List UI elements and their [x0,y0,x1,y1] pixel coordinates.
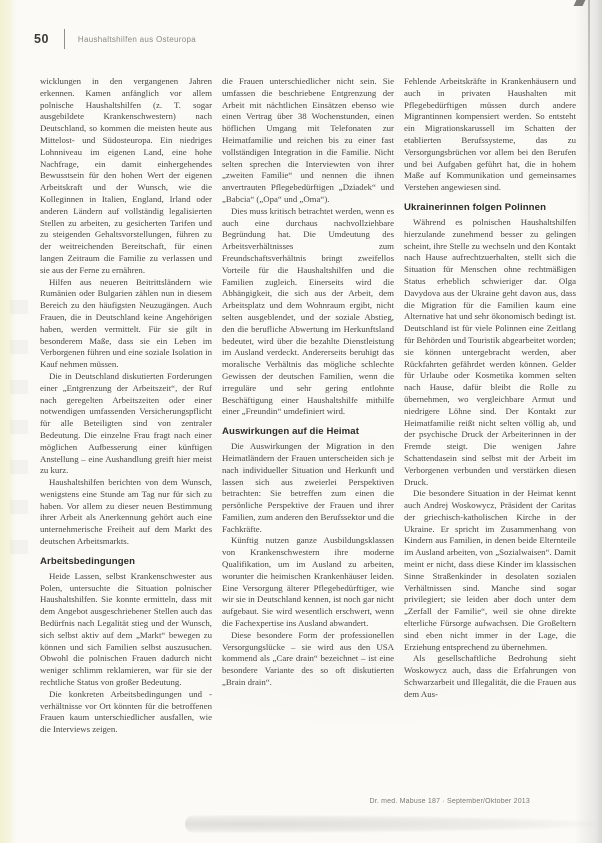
body-paragraph: Die in Deutschland diskutierten Forderungen einer „Entgrenzung der Arbeitszeit“, der Ruf nach geregelten Arbeitszeiten oder einer notwendigen umfassenden Versicherungspflicht für alle Beteiligten sind von zentraler Bedeutung. Die einzelne Frau fragt nach einer möglichen Aufbesserung einer künftigen Anstellung – eine Aushandlung greift hier meist zu kurz. [40,370,212,476]
scan-corner-mark [574,0,586,6]
footer-credit: Dr. med. Mabuse 187 · September/Oktober 2013 [369,798,530,805]
running-title: Haushaltshilfen aus Osteuropa [77,34,197,44]
scan-bottom-shadow [185,815,595,833]
body-paragraph: Die konkreten Arbeitsbedingungen und -verhältnisse vor Ort könnten für die betroffenen Frauen kaum unterschiedlicher ausfallen, wie die Interviews zeigen. [40,688,212,735]
body-paragraph: Während es polnischen Haushaltshilfen hierzulande zunehmend besser zu gelingen scheint, ihre Stelle zu wechseln und den Kontakt nach Hause aufrechtzuerhalten, stellt sich die Situation für Menschen ohne rechtmäßigen Status erheblich schwieriger dar. Olga Davydova aus der Ukraine geht davon aus, dass die Migration für die Familien kaum eine Alternative hat und sehr ökonomisch bedingt ist. Deutschland ist für viele Polinnen eine Zeitlang für Behörden und Touristik abgearbeitet worden; sie können untergebracht werden, aber Rückfahrten gefährdet werden können. Gelder für Urlaube oder Kosmetika kommen selten nach Hause, dafür bleibt die Rolle zu übernehmen, wo vergleichbare Armut und niedrigere Löhne sind. Der Kontakt zur Heimatfamilie reißt nicht selten völlig ab, und der psychische Druck der Arbeiterinnen in der Fremde steigt. Die wenigen Jahre Schattendasein sind selbst mit der Arbeit im Verborgenen verbunden und verstärken diesen Druck. [404,216,576,487]
body-paragraph: Haushaltshilfen berichten von dem Wunsch, wenigstens eine Stunde am Tag nur für sich zu haben. Vor allem zu dieser neuen Bestimmung ihrer Arbeit als Anerkennung gehört auch eine unternehmerische Freiheit auf dem Markt des deutschen Arbeitsmarkts. [40,477,212,547]
text-column-middle [222,76,394,812]
section-heading: Arbeitsbedingungen [40,555,136,567]
section-heading: Ukrainerinnen folgen Polinnen [404,201,547,213]
body-paragraph: Hilfen aus neueren Beitrittsländern wie Rumänien oder Bulgarien zählen nun in diesem Bereich zu den häufigsten Neuzugängen. Auch Frauen, die in Deutschland keine Angehörigen haben, werden vermittelt. Für sie gilt in besonderem Maße, dass sie ein Leben im Verborgenen führen und eine soziale Isolation in Kauf nehmen müssen. [40,276,212,370]
body-paragraph: Diese besondere Form der professionellen Versorgungslücke – sie wird aus den USA kommend als „Care drain“ bezeichnet – ist eine besondere Variante des so oft diskutierten „Brain drain“. [222,629,394,688]
body-paragraph: Die Auswirkungen der Migration in den Heimatländern der Frauen unterscheiden sich je nach individueller Situation und Herkunft und lassen sich aus zweierlei Perspektiven betrachten: Sie betreffen zum einen die persönliche Perspektive der Frauen und ihrer Familien, zum anderen den Berufssektor und die Fachkräfte. [222,441,394,534]
text-column-left [40,76,212,812]
page-number: 50 [34,32,49,46]
text-columns [40,76,576,812]
header-divider-rule [64,29,65,49]
body-paragraph: Künftig nutzen ganze Ausbildungsklassen von Krankenschwestern ihre moderne Qualifikation, um im Ausland zu arbeiten, worunter die heimischen Krankenhäuser leiden. Eine Versorgung älterer Pflegebedürftiger, wie wir sie in Deutschland kennen, ist noch gar nicht aufgebaut. Sie wird wesentlich erschwert, wenn die Fachexpertise ins Ausland abwandert. [222,535,394,629]
page-header [34,28,196,50]
scan-smudge [10,300,28,560]
body-paragraph: Als gesellschaftliche Bedrohung sieht Woskowycz auch, dass die Erfahrungen von Schwarzarbeit und Illegalität, die die Frauen aus dem Aus- [404,653,576,699]
scan-edge-line [588,0,590,260]
text-column-right [404,76,576,812]
body-paragraph: wicklungen in den vergangenen Jahren erkennen. Kamen anfänglich vor allem polnische Haushaltshilfen (z. T. sogar ausgebildete Krankenschwestern) nach Deutschland, so kommen die meisten heute aus Mittelost- und Südosteuropa. Ein niedriges Lohnniveau im eigenen Land, eine hohe Nachfrage, ein damit einhergehendes Bewusstsein für den hohen Wert der eigenen Arbeitskraft und der Wunsch, wie die Kolleginnen in Italien, England, Irland oder anderen Ländern auf vollständig legalisierten Stellen zu arbeiten, zu gesicherten Tarifen und zu steigenden Gehaltsvorstellungen, führen zu der weitreichenden Bereitschaft, für einen langen Zeitraum die Familie zu verlassen und sie aus der Ferne zu ernähren. [40,76,212,275]
body-paragraph: Heide Lassen, selbst Krankenschwester aus Polen, untersuchte die Situation polnischer Haushaltshilfen. Sie konnte ermitteln, dass mit dem Angebot ausgeschriebener Stellen auch das Bedürfnis nach Legalität stieg und der Wunsch, sich selbst aktiv auf dem „Markt“ bewegen zu können und sich Familien selbst auszusuchen. Obwohl die polnischen Frauen dadurch nicht weniger schlimm reklamieren, war für sie der rechtliche Status von großer Bedeutung. [40,570,212,688]
body-paragraph: Dies muss kritisch betrachtet werden, wenn es auch eine durchaus nachvollziehbare Begründung hat. Die Umdeutung des Arbeitsverhältnisses zum Freundschaftsverhältnis bringt zweifellos Vorteile für die Haushaltshilfen und die Familien zugleich. Einerseits wird die Abhängigkeit, die sich aus der Arbeit, dem Arbeitsplatz und dem Wohnraum ergibt, nicht selten ausgeblendet, und der soziale Abstieg, den die berufliche Abwertung im Herkunftsland bedeutet, wird über die bezahlte Dienstleistung im Ausland verdeckt. Andererseits beruhigt das moralische Verhältnis das mögliche schlechte Gewissen der deutschen Familien, wenn die irreguläre und sehr gering entlohnte Beschäftigung einer Haushaltshilfe mithilfe einer „Freundin“ umdefiniert wird. [222,205,394,417]
body-paragraph: Fehlende Arbeitskräfte in Krankenhäusern und auch in privaten Haushalten mit Pflegebedürftigen müssen durch andere Migrantinnen kompensiert werden. So entsteht ein Migrationskarussell im Schatten der etablierten Berufssysteme, das zu Versorgungsbrüchen vor allem bei den Berufen und bei Aufgaben geführt hat, die in hohem Maße auf Kommunikation und gemeinsames Verstehen angewiesen sind. [404,76,576,193]
body-paragraph: Die besondere Situation in der Heimat kennt auch Andrej Woskowycz, Präsident der Caritas der griechisch-katholischen Kirche in der Ukraine. Er spricht im Zusammenhang von Kindern aus Familien, in denen beide Elternteile im Ausland arbeiten, von „Sozialwaisen“. Damit meint er nicht, dass diese Kinder im klassischen Sinne Straßenkinder in desolaten sozialen Verhältnissen sind. Manche sind sogar privilegiert; sie leiden aber doch unter dem „Zerfall der Familie“, weil sie ohne direkte elterliche Fürsorge aufwachsen. Die Großeltern sind eben nicht immer in der Lage, die Erziehung entsprechend zu übernehmen. [404,488,576,652]
body-paragraph: die Frauen unterschiedlicher nicht sein. Sie umfassen die beschriebene Entgrenzung der Arbeit mit nächtlichen Einsätzen ebenso wie einen Vertrag über 38 Wochenstunden, einen höflichen Umgang mit Telefonaten zur Heimatfamilie und reichen bis zu einer fast vollständigen Integration in die Familie. Nicht selten sprechen die Interviewten von ihrer „zweiten Familie“ und nennen die ihnen anvertrauten Pflegebedürftigen „Dziadek“ und „Babcia“ („Opa“ und „Oma“). [222,76,394,204]
section-heading: Auswirkungen auf die Heimat [222,426,360,438]
